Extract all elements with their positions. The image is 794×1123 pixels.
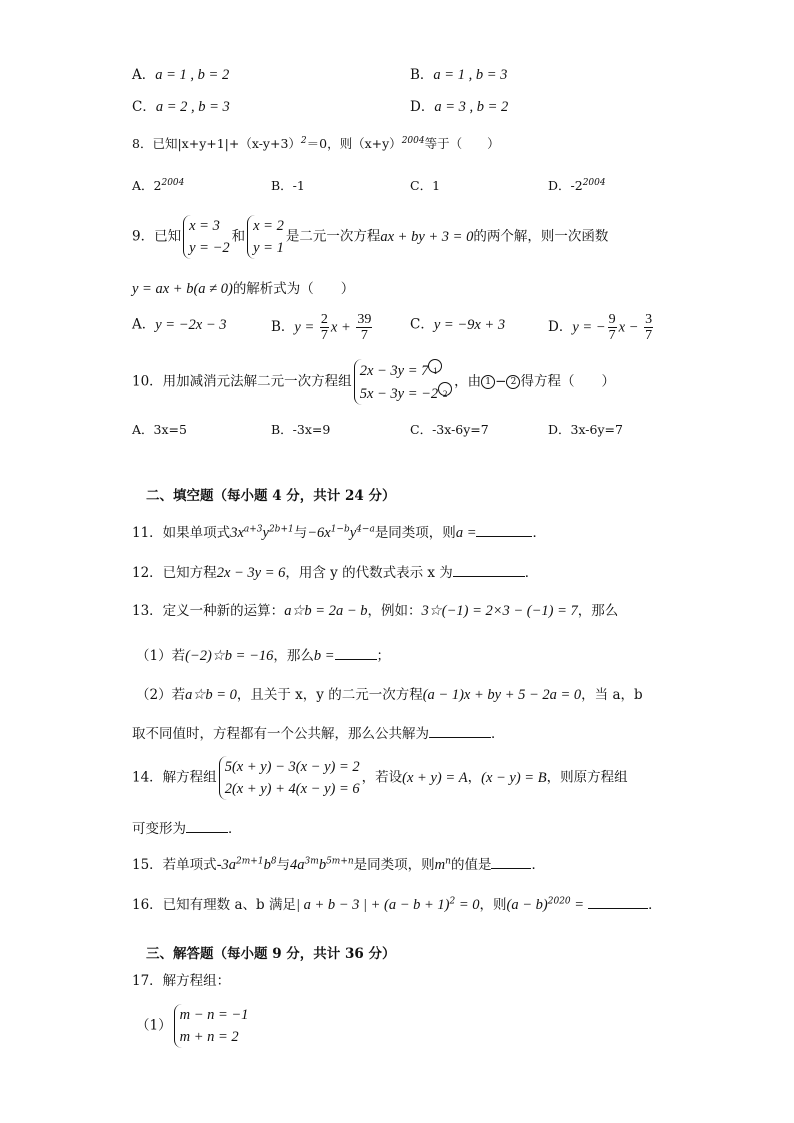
q9-system-1: x = 3 y = −2 — [183, 215, 230, 259]
q12-answer-blank[interactable] — [453, 564, 525, 577]
q7-option-b: B．a = 1 , b = 3 — [410, 67, 508, 83]
q15-stem: 15．若单项式$-3a^{2m+1}b^8$与$4a^{3m}b^{5m+n}$是同类项，则$m^n$的值是 ． — [132, 856, 545, 873]
q14-stem-line2: 可变形为 ． — [132, 821, 242, 837]
q7-option-d: D．a = 3 , b = 2 — [410, 99, 509, 115]
q10-option-b: B．-3x=9 — [271, 422, 331, 437]
q9-system-2: x = 2 y = 1 — [247, 215, 284, 259]
q13-part-1: （1）若(−2)☆b = −16，那么b = ； — [136, 648, 391, 664]
q14-stem: 14．解方程组 5(x + y) − 3(x − y) = 2 2(x + y) + 4(x − y) = 6 ，若设(x + y) = A，(x − y) = B，则原方程组 — [132, 756, 628, 800]
q10-stem: 10．用加减消元法解二元一次方程组 2x − 3y = 7 1 5x − 3y = −2 2 ，由 1 − 2 得方程（ ） — [132, 359, 615, 405]
q7-option-a: A．a = 1 , b = 2 — [132, 67, 230, 83]
q7-option-c: C．a = 2 , b = 3 — [132, 99, 230, 115]
section-3-heading: 三、解答题（每小题 9 分，共计 36 分） — [146, 946, 396, 962]
q8-option-c: C．1 — [410, 178, 441, 193]
q11-stem: 11．如果单项式$3x^{a+3}y^{2b+1}$与$-6x^{1-b}y^{4-a}$是同类项，则a = ． — [132, 524, 546, 541]
q10-option-c: C．-3x-6y=7 — [410, 422, 489, 437]
q14-system: 5(x + y) − 3(x − y) = 2 2(x + y) + 4(x − y) = 6 — [219, 756, 360, 800]
q13-part2-answer-blank[interactable] — [429, 725, 491, 738]
q8-option-a: A．$2^{2004}$ — [132, 177, 185, 193]
q13-part1-answer-blank[interactable] — [335, 647, 377, 660]
q17-system: m − n = −1 m + n = 2 — [174, 1004, 249, 1048]
q9-option-b: B．y = $\frac{2}{7}$ x + $\frac{39}{7}$ — [271, 312, 372, 343]
q9-option-c: C．y = −9x + 3 — [410, 316, 506, 333]
q13-part-2-line2: 取不同值时，方程都有一个公共解，那么公共解为 ． — [132, 726, 505, 742]
q10-option-a: A．3x=5 — [132, 422, 187, 437]
q13-stem: 13．定义一种新的运算：a☆b = 2a − b，例如：3☆(−1) = 2×3 − (−1) = 7，那么 — [132, 603, 619, 619]
q9-stem-line2: y = ax + b(a ≠ 0)的解析式为（ ） — [132, 281, 355, 297]
q9-option-a: A．y = −2x − 3 — [132, 316, 227, 333]
section-2-heading: 二、填空题（每小题 4 分，共计 24 分） — [146, 488, 396, 504]
q16-answer-blank[interactable] — [588, 896, 648, 909]
q13-part-2: （2）若a☆b = 0，且关于 x，y 的二元一次方程(a − 1)x + by + 5 − 2a = 0，当 a，b — [136, 687, 643, 703]
q10-option-d: D．3x-6y=7 — [548, 422, 623, 437]
q17-stem: 17．解方程组： — [132, 973, 231, 989]
q12-stem: 12．已知方程2x − 3y = 6，用含 y 的代数式表示 x 为 ． — [132, 565, 539, 581]
q8-stem: 8．已知$|x+y+1|+(x-y+3)^2=0$，则$(x+y)^{2004}$等于（ ） — [132, 135, 500, 151]
q8-option-b: B．-1 — [271, 178, 305, 193]
q9-option-d: D．y = − $\frac{9}{7}$ x − $\frac{3}{7}$ — [548, 312, 653, 343]
q11-answer-blank[interactable] — [476, 524, 532, 537]
q15-answer-blank[interactable] — [491, 856, 531, 869]
q17-part-1: （1） m − n = −1 m + n = 2 — [136, 1004, 250, 1048]
q16-stem: 16．已知有理数 a、b 满足| a + b − 3 | + $(a - b + 1)^2 = 0$，则$(a - b)^{2020}$ = ． — [132, 896, 662, 913]
q9-stem: 9．已知 x = 3 y = −2 和 x = 2 y = 1 是二元一次方程ax + by + 3 = 0的两个解，则一次函数 — [132, 215, 608, 259]
q10-system: 2x − 3y = 7 1 5x − 3y = −2 2 — [354, 359, 452, 405]
q14-answer-blank[interactable] — [186, 820, 228, 833]
q8-option-d: D．$-2^{2004}$ — [548, 177, 606, 193]
